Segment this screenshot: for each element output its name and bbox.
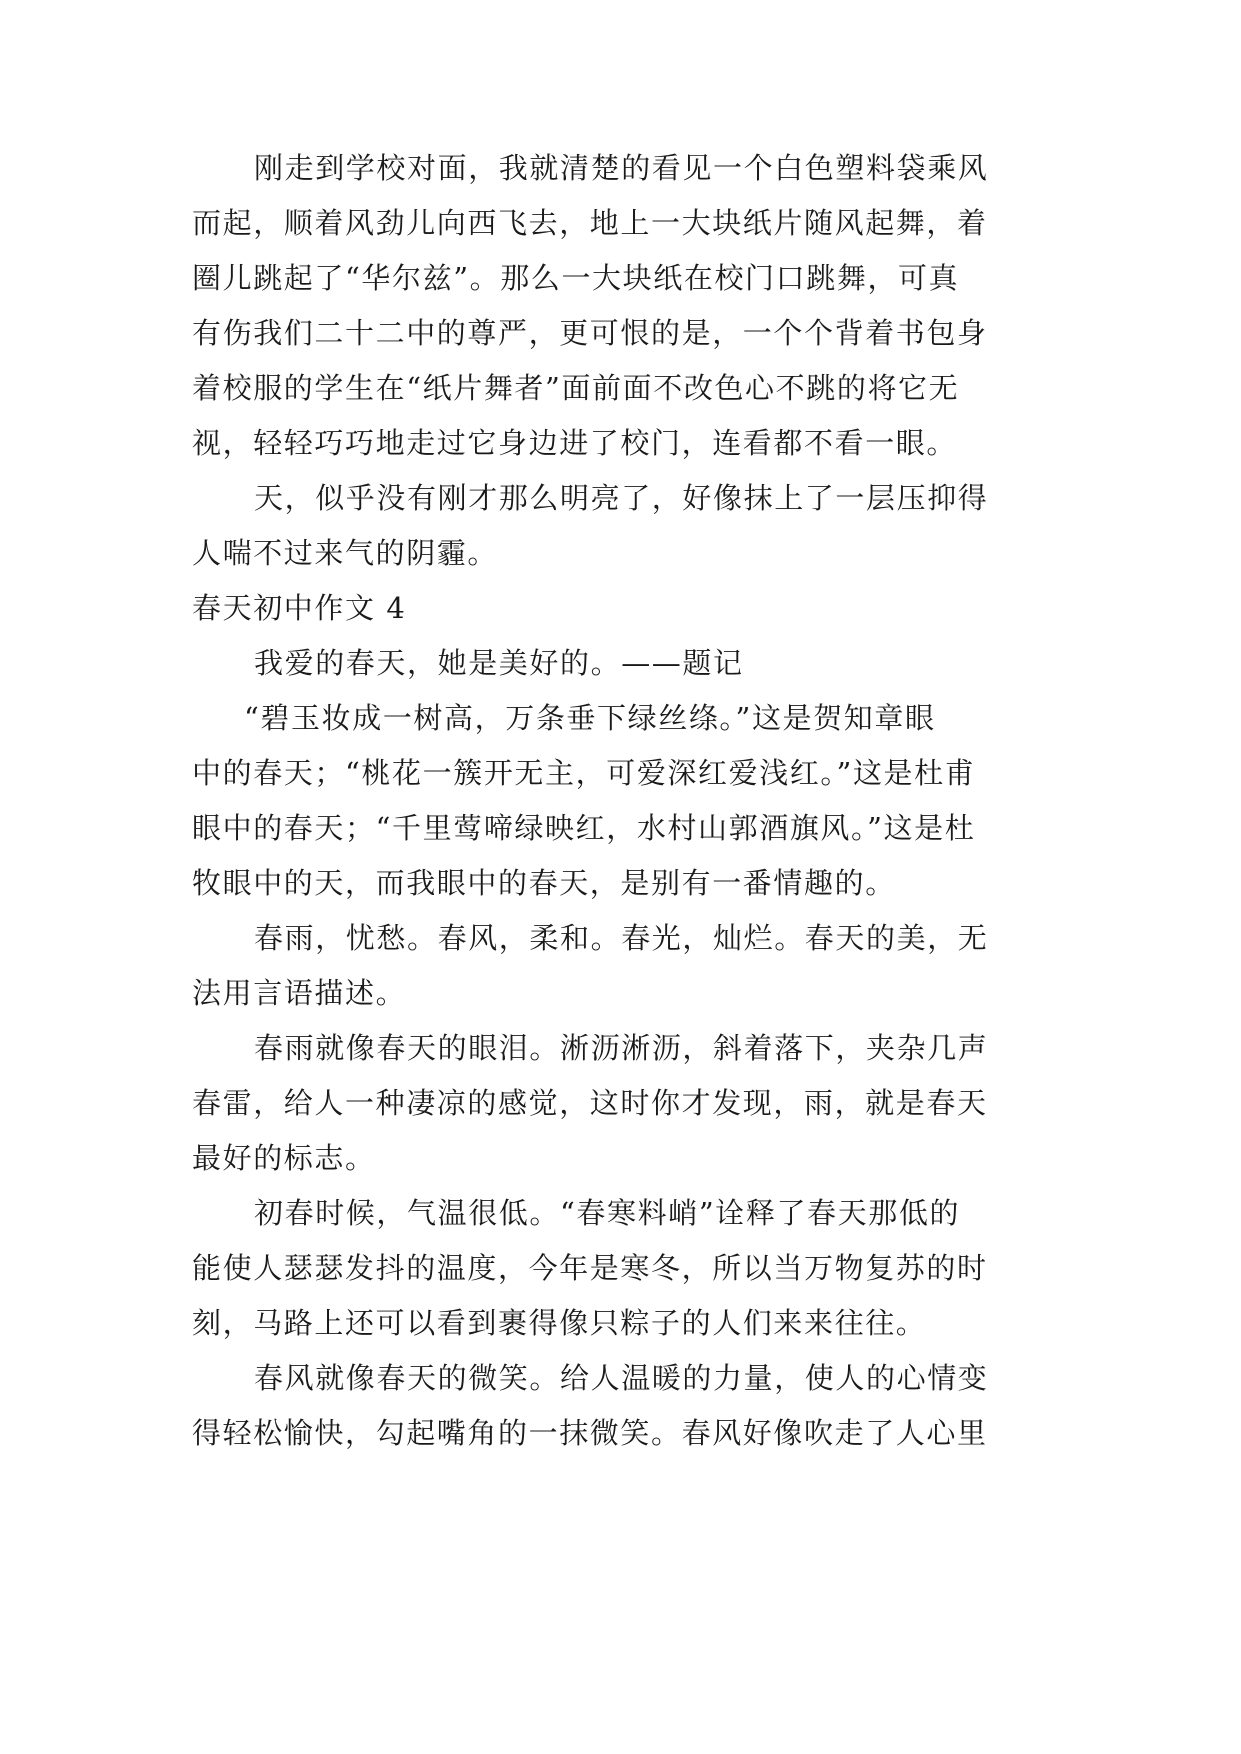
paragraph-line: 春雷，给人一种凄凉的感觉，这时你才发现，雨，就是春天 xyxy=(192,1086,988,1120)
paragraph-line: 中的春天；“桃花一簇开无主，可爱深红爱浅红。”这是杜甫 xyxy=(192,756,976,790)
paragraph-line: 而起，顺着风劲儿向西飞去，地上一大块纸片随风起舞，着 xyxy=(192,206,988,240)
paragraph-line: 圈儿跳起了“华尔兹”。那么一大块纸在校门口跳舞，可真 xyxy=(192,261,960,295)
section-heading: 春天初中作文 4 xyxy=(192,591,407,625)
epigraph-line: 我爱的春天，她是美好的。——题记 xyxy=(254,646,744,680)
paragraph-line: “碧玉妆成一树高，万条垂下绿丝绦。”这是贺知章眼 xyxy=(244,701,936,735)
paragraph-line: 有伤我们二十二中的尊严，更可恨的是，一个个背着书包身 xyxy=(192,316,988,350)
paragraph-line: 春雨，忧愁。春风，柔和。春光，灿烂。春天的美，无 xyxy=(254,921,989,955)
paragraph-line: 春雨就像春天的眼泪。淅沥淅沥，斜着落下，夹杂几声 xyxy=(254,1031,989,1065)
paragraph-line: 春风就像春天的微笑。给人温暖的力量，使人的心情变 xyxy=(254,1361,989,1395)
paragraph-line: 刻，马路上还可以看到裹得像只粽子的人们来来往往。 xyxy=(192,1306,927,1340)
paragraph-line: 牧眼中的天，而我眼中的春天，是别有一番情趣的。 xyxy=(192,866,896,900)
paragraph-line: 视，轻轻巧巧地走过它身边进了校门，连看都不看一眼。 xyxy=(192,426,958,460)
paragraph-line: 能使人瑟瑟发抖的温度，今年是寒冬，所以当万物复苏的时 xyxy=(192,1251,988,1285)
paragraph-line: 刚走到学校对面，我就清楚的看见一个白色塑料袋乘风 xyxy=(254,151,989,185)
paragraph-line: 着校服的学生在“纸片舞者”面前面不改色心不跳的将它无 xyxy=(192,371,960,405)
paragraph-line: 法用言语描述。 xyxy=(192,976,407,1010)
paragraph-line: 最好的标志。 xyxy=(192,1141,376,1175)
paragraph-line: 得轻松愉快，勾起嘴角的一抹微笑。春风好像吹走了人心里 xyxy=(192,1416,988,1450)
paragraph-line: 初春时候，气温很低。“春寒料峭”诠释了春天那低的 xyxy=(254,1196,961,1230)
paragraph-line: 人喘不过来气的阴霾。 xyxy=(192,536,499,570)
paragraph-line: 天，似乎没有刚才那么明亮了，好像抹上了一层压抑得 xyxy=(254,481,989,515)
paragraph-line: 眼中的春天；“千里莺啼绿映红，水村山郭酒旗风。”这是杜 xyxy=(192,811,976,845)
